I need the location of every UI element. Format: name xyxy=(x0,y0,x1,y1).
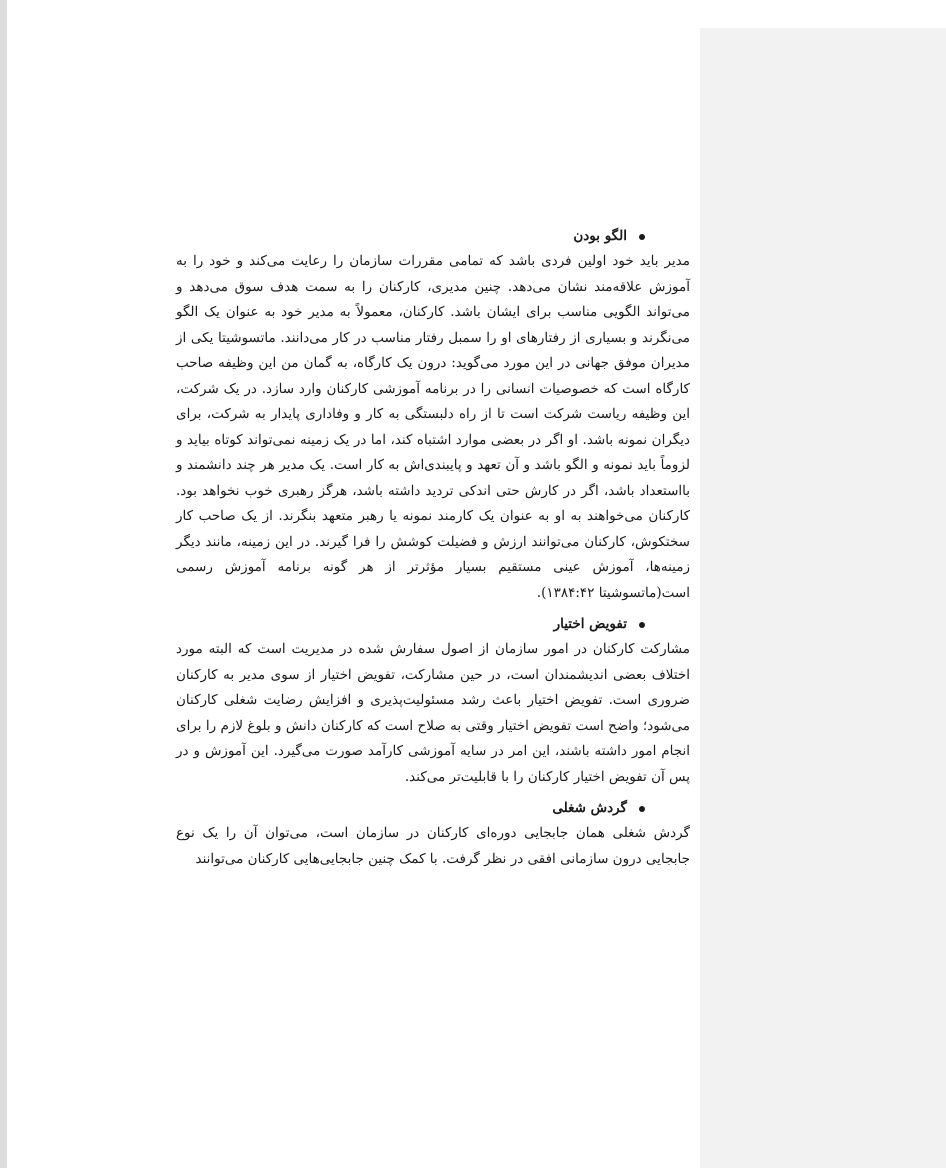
bullet-icon xyxy=(639,806,645,812)
bullet-icon xyxy=(639,622,645,628)
section-body-delegation: مشارکت کارکنان در امور سازمان از اصول سفارش شده در مدیریت است که البته مورد اختلاف بعضی اندیشمندان است، در حین مشارکت، تفویض اختیار از سوی مدیر به کارکنان ضروری است. تفویض اختیار باعث رشد مسئولیت‌پذیری و افزایش رضایت شغلی کارکنان می‌شود؛ واضح است تفویض اختیار وقتی به صلاح است که کارکنان دانش و بلوغ لازم را برای انجام امور داشته باشند، این امر در سایه آموزشی کارآمد صورت می‌گیرد. این آموزش و در پس آن تفویض اختیار کارکنان را با قابلیت‌تر می‌کند. xyxy=(176,641,690,785)
page-content xyxy=(176,224,690,872)
heading-text: الگو بودن xyxy=(573,227,627,244)
section-body-role-model: مدیر باید خود اولین فردی باشد که تمامی مقررات سازمان را رعایت می‌کند و خود را به آموزش علاقه‌مند نشان می‌دهد. چنین مدیری، کارکنان را به سمت هدف سوق می‌دهد و می‌تواند الگویی مناسب برای ایشان باشد. کارکنان، معمولاً به مدیر خود به عنوان یک الگو می‌نگرند و بسیاری از رفتارهای او را سمبل رفتار مناسب در کار می‌دانند. ماتسوشیتا یکی از مدیران موفق جهانی در این مورد می‌گوید: درون یک کارگاه، به گمان من این وظیفه صاحب کارگاه است که خصوصیات انسانی را در برنامه آموزشی کارکنان وارد سازد. در یک شرکت، این وظیفه ریاست شرکت است تا از راه دلبستگی به کار و وفاداری پایدار به شرکت، برای دیگران نمونه باشد. او اگر در بعضی موارد اشتباه کند، اما در یک زمینه نمی‌تواند کوتاه بیاید و لزوماً باید نمونه و الگو باشد و آن تعهد و پایبندی‌اش به کار است. یک مدیر هر چند دانشمند و بااستعداد باشد، اگر در کارش حتی اندکی تردید داشته باشد، هرگز رهبری خوب نخواهد بود. کارکنان می‌خواهند به او به عنوان یک کارمند نمونه یا رهبر متعهد بنگرند. از یک صاحب کار سختکوش، کارکنان می‌توانند ارزش و فضیلت کوشش را فرا گیرند. در این زمینه، مانند دیگر زمینه‌ها، آموزش عینی مستقیم بسیار مؤثرتر از هر گونه برنامه آموزش رسمی است(ماتسوشیتا ۱۳۸۴:۴۲). xyxy=(176,253,690,601)
section-heading-delegation xyxy=(176,612,690,637)
document-page xyxy=(7,0,700,1168)
viewer-left-edge xyxy=(0,0,7,1168)
section-heading-job-rotation xyxy=(176,796,690,821)
viewer-top-strip xyxy=(700,0,946,28)
section-body-job-rotation: گردش شغلی همان جابجایی دوره‌ای کارکنان در سازمان است، می‌توان آن را یک نوع جابجایی درون سازمانی افقی در نظر گرفت. با کمک چنین جابجایی‌هایی کارکنان می‌توانند xyxy=(176,825,690,867)
section-heading-role-model xyxy=(176,224,690,249)
bullet-icon xyxy=(639,234,645,240)
heading-text: گردش شغلی xyxy=(552,799,627,816)
heading-text: تفویض اختیار xyxy=(553,615,627,632)
